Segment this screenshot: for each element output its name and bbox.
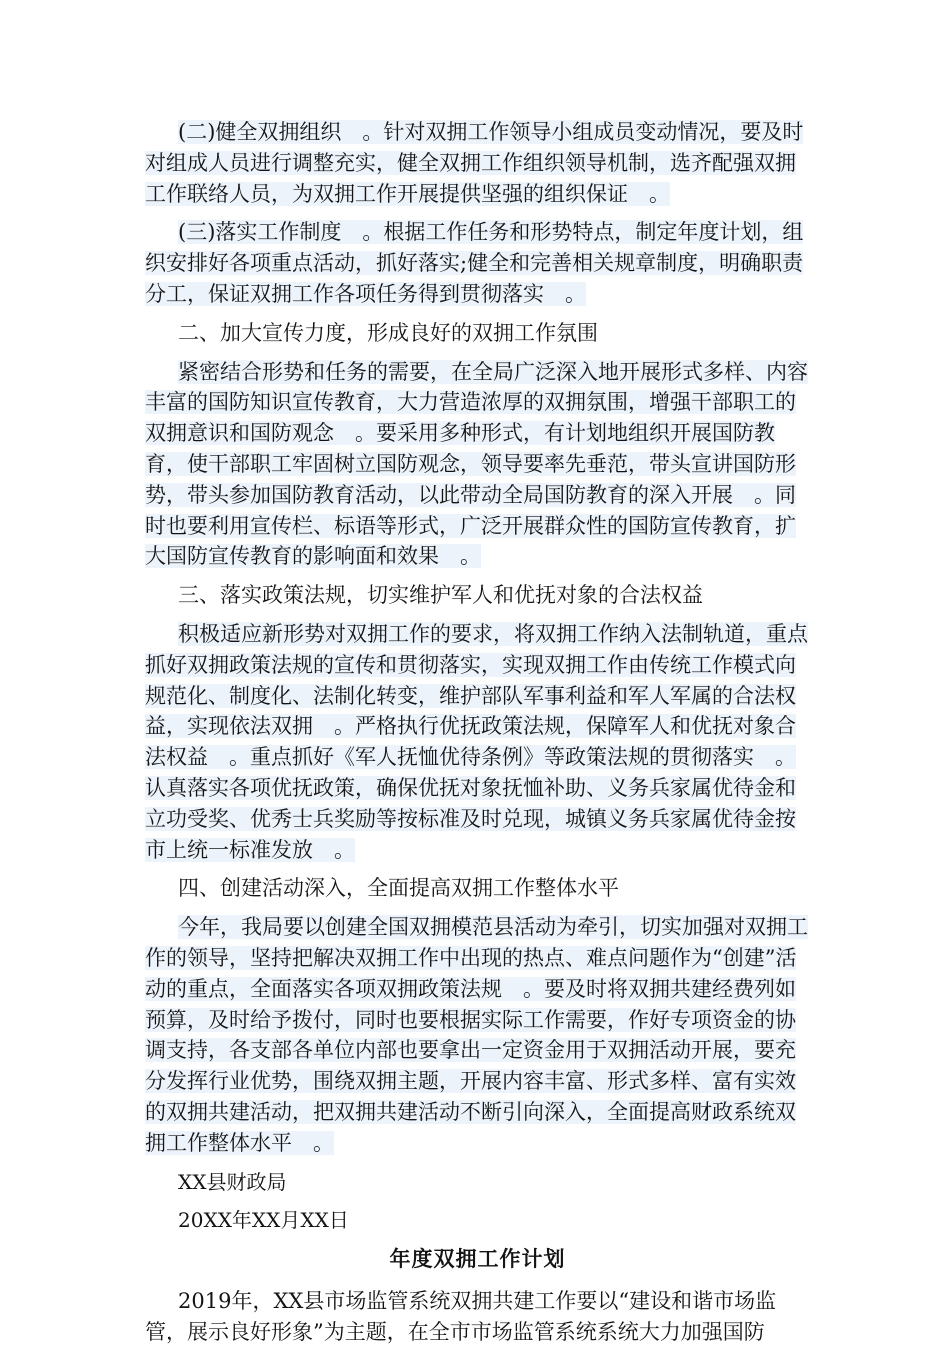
paragraph-work-system xyxy=(145,217,810,309)
paragraph-text: 积极适应新形势对双拥工作的要求，将双拥工作纳入法制轨道，重点抓好双拥政策法规的宣传和贯彻落实，实现双拥工作由传统工作模式向规范化、制度化、法制化转变，维护部队军事利益和军人军属的合法权益，实现依法双拥 。严格执行优抚政策法规，保障军人和优抚对象合法权益 。重点抓好《军人抚恤优待条例》等政策法规的贯彻落实 。认真落实各项优抚政策，确保优抚对象抚恤补助、义务兵家属优待金和立功受奖、优秀士兵奖励等按标准及时兑现，城镇义务兵家属优待金按市上统一标准发放 。 xyxy=(145,621,808,862)
signature: XX县财政局 xyxy=(178,1169,287,1194)
document-body xyxy=(145,117,810,1356)
paragraph-text: (二)健全双拥组织 。针对双拥工作领导小组成员变动情况，要及时对组成人员进行调整充实，健全双拥工作组织领导机制，选齐配强双拥工作联络人员，为双拥工作开展提供坚强的组织保证 。 xyxy=(145,120,804,206)
paragraph-plan-intro: 2019年，XX县市场监管系统双拥共建工作要以“建设和谐市场监管，展示良好形象”为主题，在全市市场监管系统系统大力加强国防 xyxy=(145,1289,777,1344)
paragraph-publicity xyxy=(145,357,810,573)
paragraph-activities xyxy=(145,912,810,1158)
section-heading-4: 四、创建活动深入，全面提高双拥工作整体水平 xyxy=(178,876,619,901)
document-title: 年度双拥工作计划 xyxy=(389,1246,566,1272)
paragraph-organization xyxy=(145,117,810,209)
section-heading-3: 三、落实政策法规，切实维护军人和优抚对象的合法权益 xyxy=(178,583,703,608)
paragraph-text: 紧密结合形势和任务的需要，在全局广泛深入地开展形式多样、内容丰富的国防知识宣传教育，大力营造浓厚的双拥氛围，增强干部职工的双拥意识和国防观念 。要采用多种形式，有计划地组织开展国防教育，使干部职工牢固树立国防观念，领导要率先垂范，带头宣讲国防形势，带头参加国防教育活动，以此带动全局国防教育的深入开展 。同时也要利用宣传栏、标语等形式，广泛开展群众性的国防宣传教育，扩大国防宣传教育的影响面和效果 。 xyxy=(145,359,808,569)
paragraph-policy xyxy=(145,619,810,865)
section-heading-2: 二、加大宣传力度，形成良好的双拥工作氛围 xyxy=(178,320,598,345)
paragraph-text: (三)落实工作制度 。根据工作任务和形势特点，制定年度计划，组织安排好各项重点活动，抓好落实;健全和完善相关规章制度，明确职责分工，保证双拥工作各项任务得到贯彻落实 。 xyxy=(145,220,804,306)
date: 20XX年XX月XX日 xyxy=(178,1208,349,1233)
paragraph-text: 今年，我局要以创建全国双拥模范县活动为牵引，切实加强对双拥工作的领导，坚持把解决双拥工作中出现的热点、难点问题作为“创建”活动的重点，全面落实各项双拥政策法规 。要及时将双拥共建经费列如预算，及时给予拨付，同时也要根据实际工作需要，作好专项资金的协调支持，各支部各单位内部也要拿出一定资金用于双拥活动开展，要充分发挥行业优势，围绕双拥主题，开展内容丰富、形式多样、富有实效的双拥共建活动，把双拥共建活动不断引向深入，全面提高财政系统双拥工作整体水平 。 xyxy=(145,915,808,1155)
